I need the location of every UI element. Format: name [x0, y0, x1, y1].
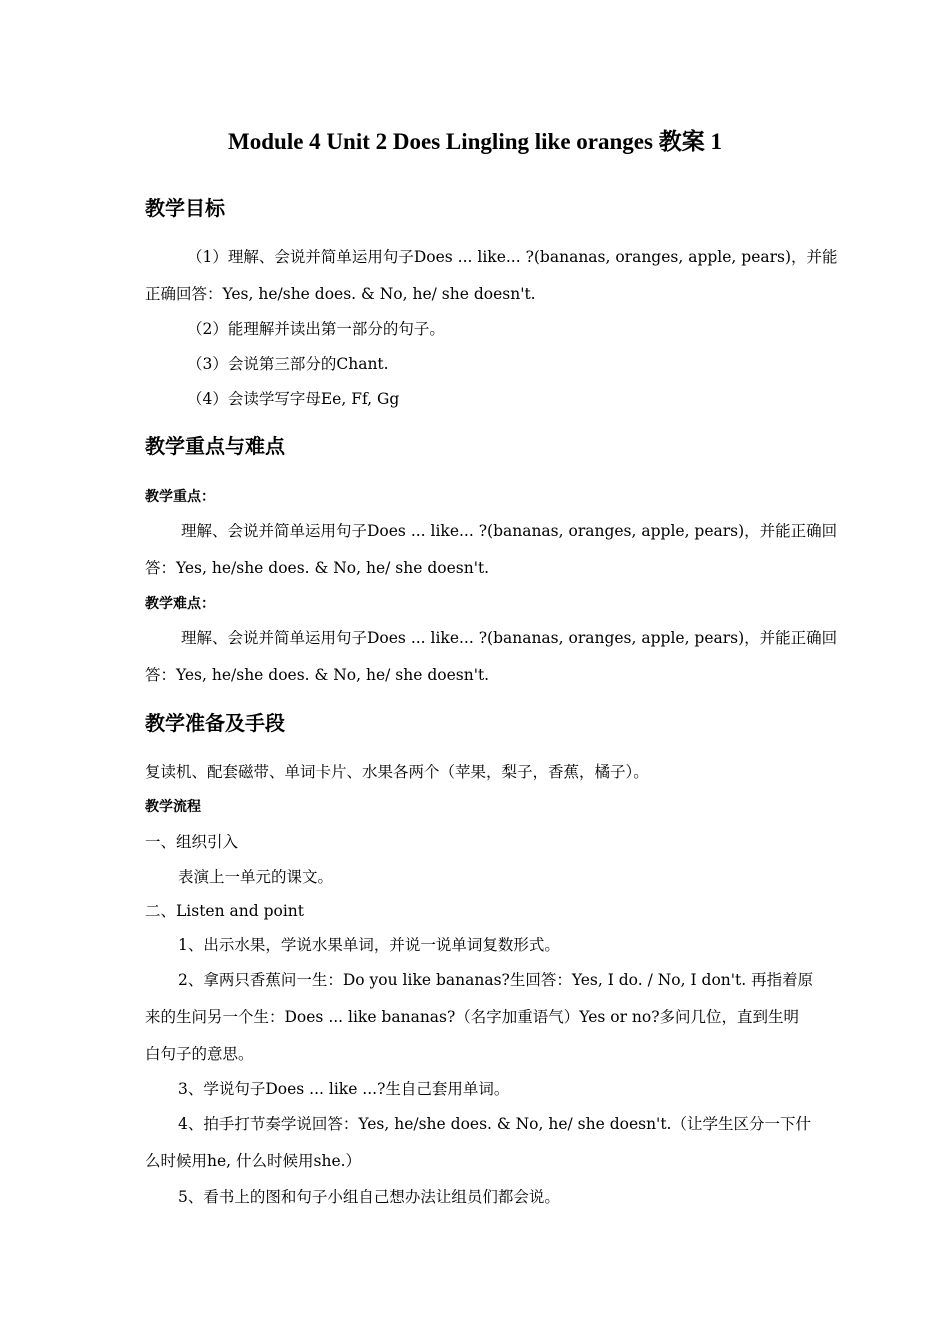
preparation-line: 复读机、配套磁带、单词卡片、水果各两个（苹果，梨子，香蕉，橘子）。: [145, 763, 649, 781]
objective-line-4: （4）会读学写字母Ee, Ff, Gg: [187, 390, 400, 408]
page-title: Module 4 Unit 2 Does Lingling like oranges 教案 1: [228, 129, 722, 154]
process-item-4: 4、拍手打节奏学说回答：Yes, he/she does. & No, he/ she doesn't.（让学生区分一下什: [178, 1115, 811, 1133]
objective-line-1: （1）理解、会说并简单运用句子Does ... like... ?(bananas, oranges, apple, pears)，并能: [187, 248, 838, 266]
focus-line-2: 答：Yes, he/she does. & No, he/ she doesn't.: [145, 559, 490, 577]
process-item-2-cont: 来的生问另一个生：Does ... like bananas?（名字加重语气）Yes or no?多问几位，直到生明: [145, 1008, 800, 1026]
objective-line-3: （3）会说第三部分的Chant.: [187, 355, 389, 373]
focus-label: 教学重点：: [145, 489, 215, 505]
objective-line-1-cont: 正确回答：Yes, he/she does. & No, he/ she doesn't.: [145, 285, 536, 303]
process-item-3: 3、学说句子Does ... like ...?生自己套用单词。: [178, 1080, 510, 1098]
difficulty-line-2: 答：Yes, he/she does. & No, he/ she doesn't.: [145, 666, 490, 684]
process-item-2: 2、拿两只香蕉问一生：Do you like bananas?生回答：Yes, I do. / No, I don't. 再指着原: [178, 971, 814, 989]
focus-line-1: 理解、会说并简单运用句子Does ... like... ?(bananas, oranges, apple, pears)，并能正确回: [181, 522, 838, 540]
step2-title: 二、Listen and point: [145, 902, 305, 920]
step1-title: 一、组织引入: [145, 833, 239, 851]
objective-line-2: （2）能理解并读出第一部分的句子。: [187, 320, 445, 338]
step1-line: 表演上一单元的课文。: [178, 868, 334, 886]
process-item-4-cont: 么时候用he, 什么时候用she.）: [145, 1152, 362, 1170]
difficulty-label: 教学难点：: [145, 596, 215, 612]
process-heading: 教学流程: [145, 799, 201, 815]
difficulty-line-1: 理解、会说并简单运用句子Does ... like... ?(bananas, oranges, apple, pears)，并能正确回: [181, 629, 838, 647]
preparation-heading: 教学准备及手段: [145, 711, 285, 735]
process-item-5: 5、看书上的图和句子小组自己想办法让组员们都会说。: [178, 1188, 560, 1206]
objectives-heading: 教学目标: [145, 196, 225, 220]
process-item-2-cont2: 白句子的意思。: [145, 1045, 254, 1063]
key-points-heading: 教学重点与难点: [145, 434, 285, 458]
process-item-1: 1、出示水果，学说水果单词，并说一说单词复数形式。: [178, 936, 560, 954]
